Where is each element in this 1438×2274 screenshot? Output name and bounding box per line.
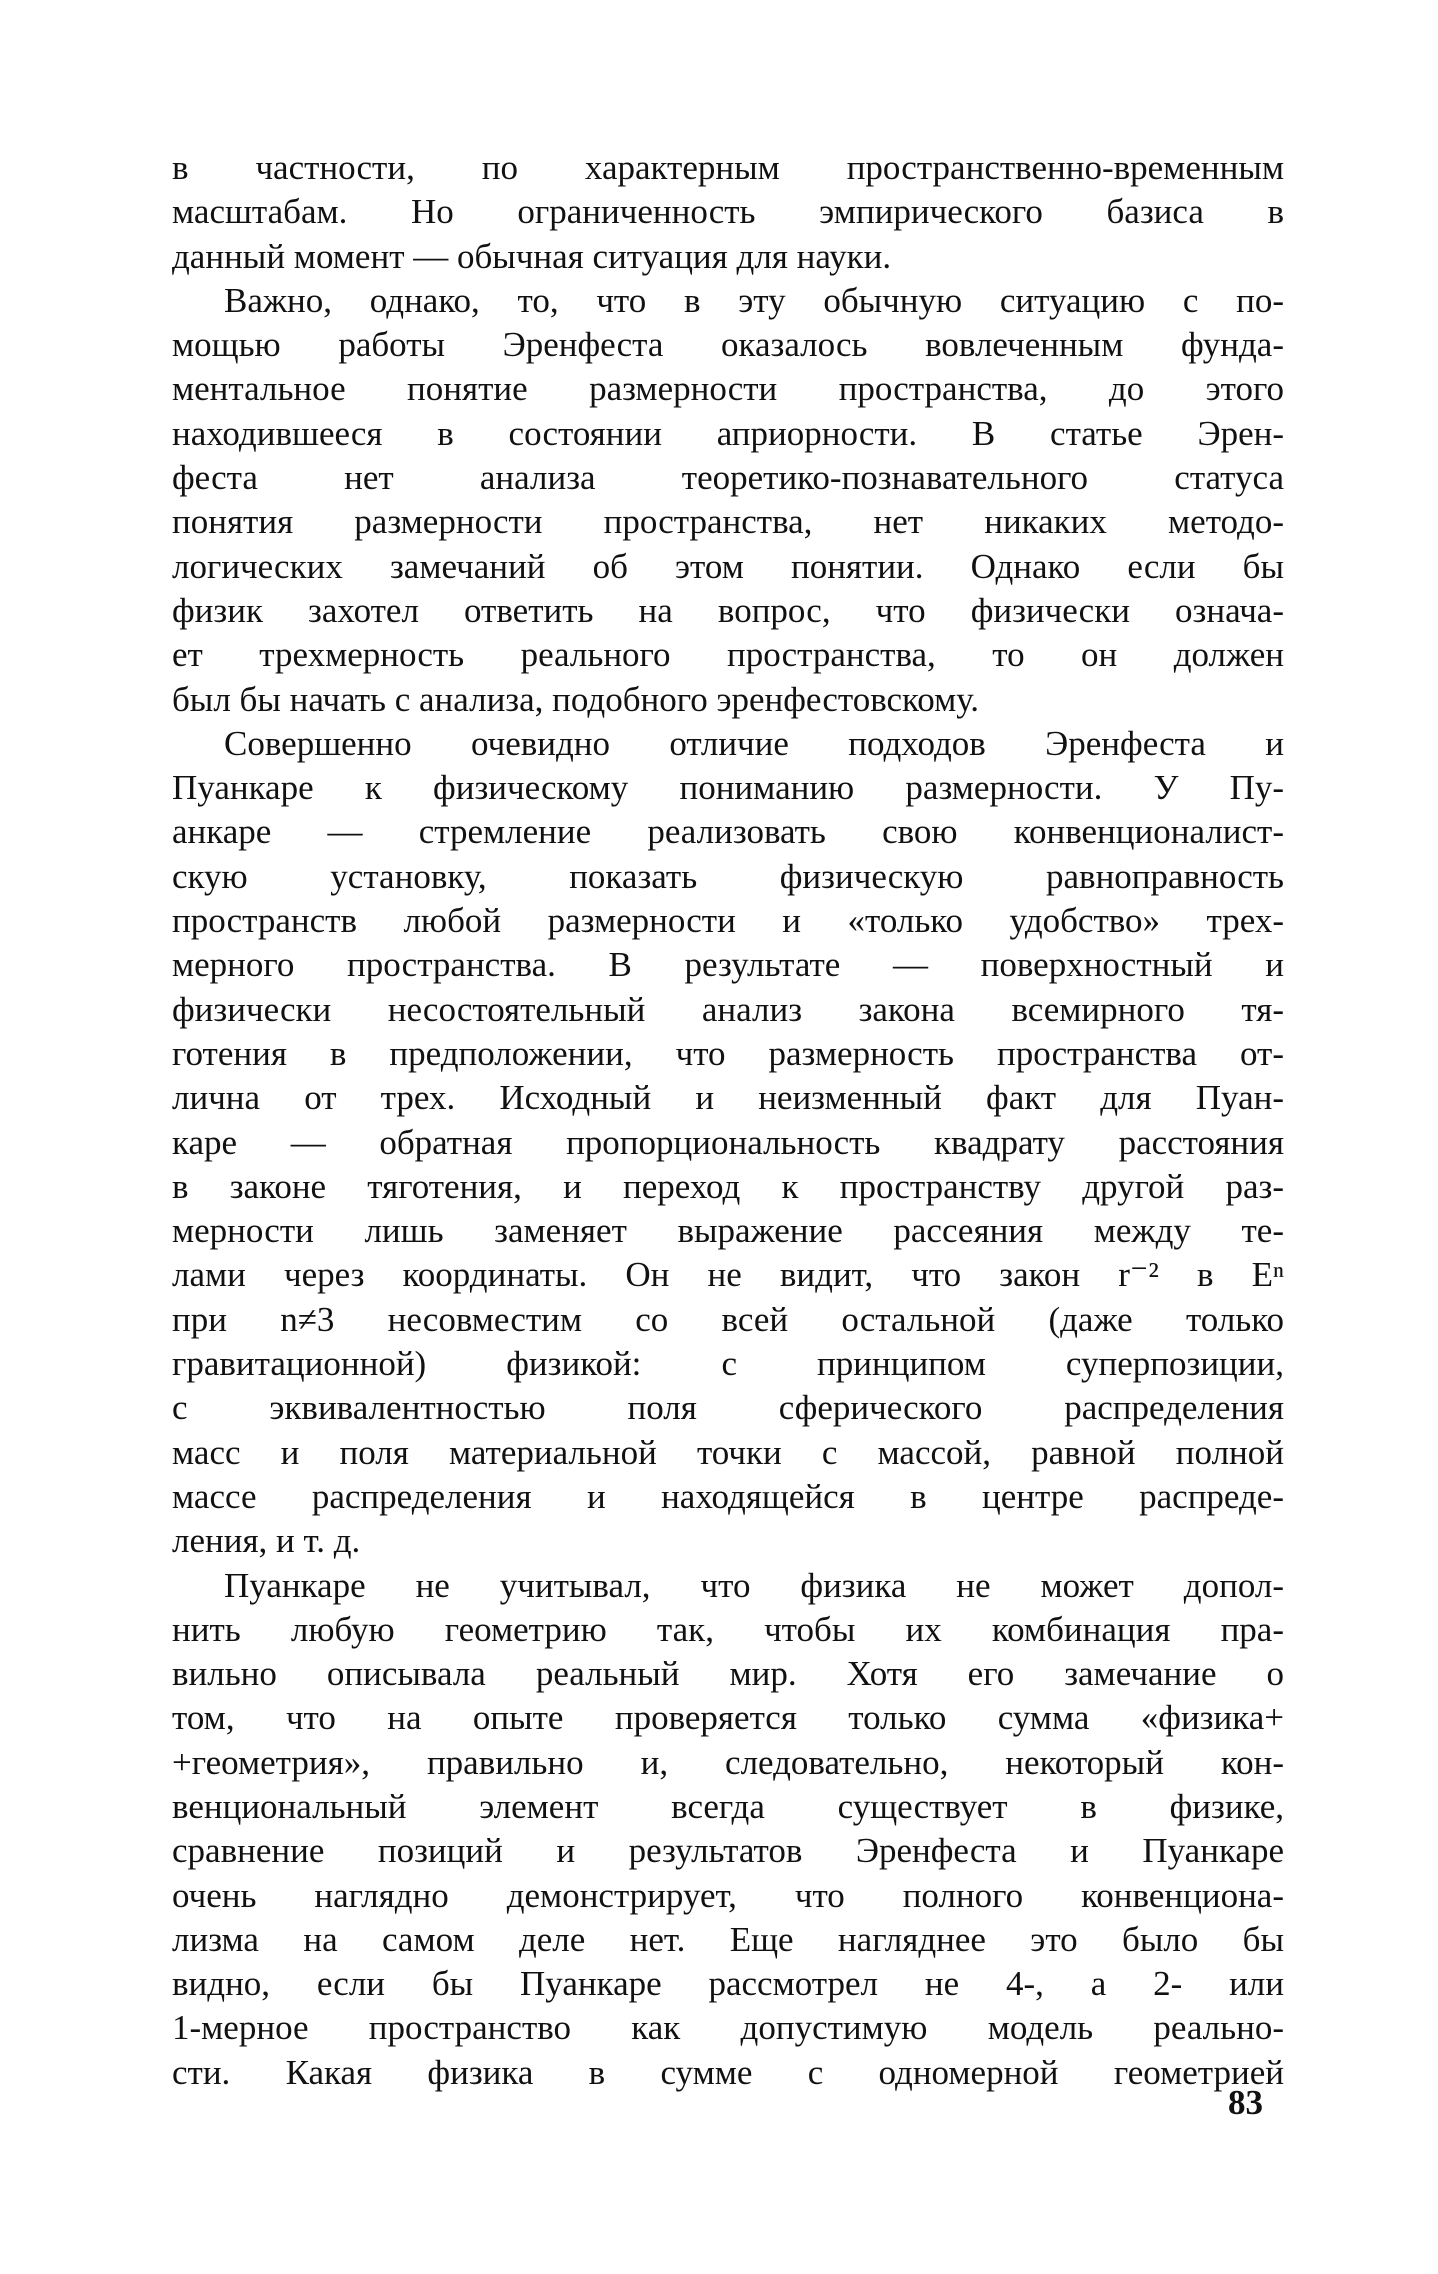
text-line: мерного пространства. В результате — поверхностный и xyxy=(172,945,1284,985)
text-line: логических замечаний об этом понятии. Однако если бы xyxy=(172,546,1284,586)
text-line: мощью работы Эренфеста оказалось вовлеченным фунда- xyxy=(172,325,1284,365)
text-line: ления, и т. д. xyxy=(172,1521,361,1561)
text-line: очень наглядно демонстрирует, что полного конвенциона- xyxy=(172,1875,1284,1915)
text-line: скую установку, показать физическую равноправность xyxy=(172,856,1284,896)
text-line: феста нет анализа теоретико-познавательного статуса xyxy=(172,458,1284,498)
text-line: в частности, по характерным пространственно-временным xyxy=(172,148,1284,187)
page-text xyxy=(172,146,1284,2095)
text-line: понятия размерности пространства, нет никаких методо- xyxy=(172,502,1284,542)
text-line: находившееся в состоянии априорности. В статье Эрен- xyxy=(172,413,1284,453)
text-line: Пуанкаре не учитывал, что физика не может допол- xyxy=(224,1565,1284,1605)
text-line: +геометрия», правильно и, следовательно, некоторый кон- xyxy=(172,1742,1284,1782)
text-line: нить любую геометрию так, чтобы их комбинация пра- xyxy=(172,1609,1284,1649)
text-line: Важно, однако, то, что в эту обычную ситуацию с по- xyxy=(224,280,1284,320)
text-line: физически несостоятельный анализ закона всемирного тя- xyxy=(172,989,1284,1029)
text-line: пространств любой размерности и «только удобство» трех- xyxy=(172,901,1284,941)
text-line: был бы начать с анализа, подобного эренфестовскому. xyxy=(172,679,980,719)
text-line: в законе тяготения, и переход к пространству другой раз- xyxy=(172,1166,1284,1206)
text-line: сравнение позиций и результатов Эренфеста и Пуанкаре xyxy=(172,1831,1284,1871)
text-line: масс и поля материальной точки с массой, равной полной xyxy=(172,1432,1284,1472)
text-line: данный момент — обычная ситуация для науки. xyxy=(172,236,892,276)
text-line: Пуанкаре к физическому пониманию размерности. У Пу- xyxy=(172,768,1284,808)
text-line: лами через координаты. Он не видит, что закон r⁻² в Eⁿ xyxy=(172,1255,1284,1295)
text-line: масштабам. Но ограниченность эмпирического базиса в xyxy=(172,192,1284,232)
text-line: массе распределения и находящейся в центре распреде- xyxy=(172,1476,1284,1516)
text-line: сти. Какая физика в сумме с одномерной геометрией xyxy=(172,2052,1284,2092)
text-line: физик захотел ответить на вопрос, что физически означа- xyxy=(172,590,1284,630)
text-line: лизма на самом деле нет. Еще нагляднее это было бы xyxy=(172,1919,1284,1959)
text-line: анкаре — стремление реализовать свою конвенционалист- xyxy=(172,812,1284,852)
text-line: 1-мерное пространство как допустимую модель реально- xyxy=(172,2008,1284,2048)
text-line: ментальное понятие размерности пространства, до этого xyxy=(172,369,1284,409)
text-line: Совершенно очевидно отличие подходов Эренфеста и xyxy=(224,723,1284,763)
text-line: мерности лишь заменяет выражение рассеяния между те- xyxy=(172,1211,1284,1251)
text-line: венциональный элемент всегда существует в физике, xyxy=(172,1786,1284,1826)
text-line: ет трехмерность реального пространства, то он должен xyxy=(172,635,1284,675)
text-line: гравитационной) физикой: с принципом суперпозиции, xyxy=(172,1344,1284,1384)
text-line: готения в предположении, что размерность пространства от- xyxy=(172,1033,1284,1073)
text-line: при n≠3 несовместим со всей остальной (даже только xyxy=(172,1299,1284,1339)
text-line: том, что на опыте проверяется только сумма «физика+ xyxy=(172,1698,1284,1738)
text-line: лична от трех. Исходный и неизменный факт для Пуан- xyxy=(172,1078,1284,1118)
page-number: 83 xyxy=(1228,2083,1263,2122)
text-line: с эквивалентностью поля сферического распределения xyxy=(172,1388,1284,1428)
text-line: вильно описывала реальный мир. Хотя его замечание о xyxy=(172,1654,1284,1694)
text-line: видно, если бы Пуанкаре рассмотрел не 4-, а 2- или xyxy=(172,1964,1284,2004)
text-line: каре — обратная пропорциональность квадрату расстояния xyxy=(172,1122,1284,1162)
